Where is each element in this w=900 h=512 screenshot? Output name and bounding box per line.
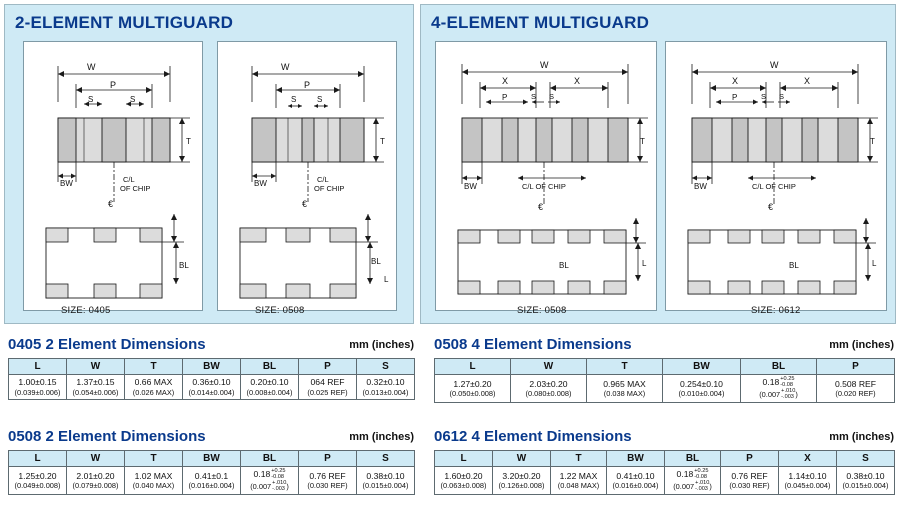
table-row [9, 467, 415, 495]
svg-text:X: X [502, 76, 509, 86]
svg-text:OF CHIP: OF CHIP [314, 184, 345, 193]
svg-text:L: L [384, 275, 389, 284]
table-units-0508-2-element: mm (inches) [349, 431, 414, 443]
cell-s: 0.32±0.10 (0.013±0.004) [357, 375, 415, 400]
table-header-row [9, 359, 415, 375]
svg-text:€: € [768, 202, 774, 212]
svg-text:OF CHIP: OF CHIP [120, 184, 151, 193]
svg-text:X: X [732, 76, 739, 86]
svg-text:P: P [304, 80, 311, 90]
table-units-0405-2-element: mm (inches) [349, 339, 414, 351]
table-block-0405-2-element [8, 336, 414, 400]
col-header-bl: BL [741, 359, 817, 375]
col-header-w: W [67, 359, 125, 375]
cell-bl: 0.18 +0.25 -0.08 (0.007 +.010 -.003 ) [241, 467, 299, 495]
col-header-l: L [9, 451, 67, 467]
cell-l: 1.25±0.20 (0.049±0.008) [9, 467, 67, 495]
svg-text:T: T [380, 137, 385, 146]
svg-text:C/L OF CHIP: C/L OF CHIP [752, 182, 796, 191]
table-block-0508-4-element [434, 336, 894, 403]
svg-text:€: € [108, 199, 114, 209]
col-header-t: T [125, 359, 183, 375]
cell-bl: 0.18 +0.25 -0.08 (0.007 +.010 -.003 ) [741, 375, 817, 403]
col-header-t: T [125, 451, 183, 467]
cell-bw: 0.36±0.10 (0.014±0.004) [183, 375, 241, 400]
cell-p: 0.76 REF (0.030 REF) [721, 467, 779, 495]
svg-text:S: S [130, 95, 136, 104]
col-header-t: T [551, 451, 607, 467]
col-header-bl: BL [241, 451, 299, 467]
svg-text:S: S [291, 95, 297, 104]
svg-text:S: S [549, 92, 555, 101]
cell-w: 1.37±0.15 (0.054±0.006) [67, 375, 125, 400]
svg-text:P: P [502, 93, 508, 102]
cell-bw: 0.41±0.1 (0.016±0.004) [183, 467, 241, 495]
svg-text:T: T [640, 137, 645, 146]
table-heading-0508-4-element: 0508 4 Element Dimensions [434, 336, 632, 353]
panel-4-element-multiguard [420, 4, 896, 324]
col-header-l: L [435, 359, 511, 375]
svg-text:C/L: C/L [123, 175, 135, 184]
col-header-bw: BW [183, 451, 241, 467]
svg-text:T: T [186, 137, 191, 146]
cell-bw: 0.254±0.10 (0.010±0.004) [663, 375, 741, 403]
table-header-row [435, 451, 895, 467]
cell-l: 1.27±0.20 (0.050±0.008) [435, 375, 511, 403]
svg-text:L: L [872, 259, 877, 268]
svg-text:BW: BW [464, 182, 477, 191]
cell-p: 064 REF (0.025 REF) [299, 375, 357, 400]
svg-text:W: W [87, 62, 96, 72]
panel-2-element-title: 2-ELEMENT MULTIGUARD [15, 13, 234, 32]
svg-text:BL: BL [789, 261, 799, 270]
svg-text:W: W [281, 62, 290, 72]
size-label-0612: SIZE: 0612 [751, 305, 801, 316]
col-header-bw: BW [183, 359, 241, 375]
drawing-0612-4element [665, 41, 887, 311]
col-header-t: T [587, 359, 663, 375]
table-header-row [435, 359, 895, 375]
table-heading-0405-2-element: 0405 2 Element Dimensions [8, 336, 206, 353]
col-header-w: W [67, 451, 125, 467]
cell-t: 0.66 MAX (0.026 MAX) [125, 375, 183, 400]
svg-text:BW: BW [254, 179, 267, 188]
svg-text:BL: BL [559, 261, 569, 270]
table-row [435, 467, 895, 495]
panel-4-element-title: 4-ELEMENT MULTIGUARD [431, 13, 650, 32]
cell-x: 1.14±0.10 (0.045±0.004) [779, 467, 837, 495]
table-row [9, 375, 415, 400]
col-header-x: X [779, 451, 837, 467]
svg-text:T: T [870, 137, 875, 146]
svg-text:X: X [574, 76, 581, 86]
svg-text:BL: BL [179, 261, 189, 270]
col-header-p: P [299, 359, 357, 375]
size-label-0508-4el: SIZE: 0508 [517, 305, 567, 316]
col-header-bw: BW [607, 451, 665, 467]
cell-t: 0.965 MAX (0.038 MAX) [587, 375, 663, 403]
size-label-0508-2el: SIZE: 0508 [255, 305, 305, 316]
cell-bl: 0.18 +0.25 -0.08 (0.007 +.010 -.003 ) [665, 467, 721, 495]
cell-w: 3.20±0.20 (0.126±0.008) [493, 467, 551, 495]
cell-p: 0.76 REF (0.030 REF) [299, 467, 357, 495]
svg-text:X: X [804, 76, 811, 86]
table-heading-0508-2-element: 0508 2 Element Dimensions [8, 428, 206, 445]
col-header-s: S [357, 359, 415, 375]
col-header-l: L [9, 359, 67, 375]
drawing-0405-2element [23, 41, 203, 311]
svg-text:S: S [761, 92, 767, 101]
svg-text:P: P [110, 80, 117, 90]
cell-p: 0.508 REF (0.020 REF) [817, 375, 895, 403]
col-header-bw: BW [663, 359, 741, 375]
svg-text:C/L OF CHIP: C/L OF CHIP [522, 182, 566, 191]
svg-text:S: S [317, 95, 323, 104]
svg-text:L: L [642, 259, 647, 268]
col-header-p: P [817, 359, 895, 375]
col-header-s: S [837, 451, 895, 467]
cell-s: 0.38±0.10 (0.015±0.004) [837, 467, 895, 495]
svg-text:W: W [540, 60, 549, 70]
svg-text:€: € [538, 202, 544, 212]
cell-bw: 0.41±0.10 (0.016±0.004) [607, 467, 665, 495]
svg-text:€: € [302, 199, 308, 209]
drawing-0508-4element [435, 41, 657, 311]
col-header-w: W [493, 451, 551, 467]
dimensions-table-0405-2-element [8, 358, 415, 400]
cell-w: 2.01±0.20 (0.079±0.008) [67, 467, 125, 495]
svg-text:S: S [88, 95, 94, 104]
svg-text:P: P [732, 93, 738, 102]
cell-s: 0.38±0.10 (0.015±0.004) [357, 467, 415, 495]
svg-text:S: S [779, 92, 785, 101]
cell-t: 1.22 MAX (0.048 MAX) [551, 467, 607, 495]
table-row [435, 375, 895, 403]
cell-w: 2.03±0.20 (0.080±0.008) [511, 375, 587, 403]
table-block-0612-4-element [434, 428, 894, 495]
table-units-0612-4-element: mm (inches) [829, 431, 894, 443]
table-header-row [9, 451, 415, 467]
svg-text:S: S [531, 92, 537, 101]
cell-l: 1.00±0.15 (0.039±0.006) [9, 375, 67, 400]
col-header-bl: BL [241, 359, 299, 375]
cell-t: 1.02 MAX (0.040 MAX) [125, 467, 183, 495]
cell-bl: 0.20±0.10 (0.008±0.004) [241, 375, 299, 400]
col-header-l: L [435, 451, 493, 467]
col-header-bl: BL [665, 451, 721, 467]
svg-text:BW: BW [694, 182, 707, 191]
size-label-0405: SIZE: 0405 [61, 305, 111, 316]
col-header-w: W [511, 359, 587, 375]
col-header-s: S [357, 451, 415, 467]
dimensions-table-0508-2-element [8, 450, 415, 495]
table-heading-0612-4-element: 0612 4 Element Dimensions [434, 428, 632, 445]
svg-text:BW: BW [60, 179, 73, 188]
panel-2-element-multiguard [4, 4, 414, 324]
table-units-0508-4-element: mm (inches) [829, 339, 894, 351]
svg-text:W: W [770, 60, 779, 70]
col-header-p: P [299, 451, 357, 467]
dimensions-table-0612-4-element [434, 450, 895, 495]
svg-text:C/L: C/L [317, 175, 329, 184]
dimensions-table-0508-4-element [434, 358, 895, 403]
svg-text:BL: BL [371, 257, 381, 266]
table-block-0508-2-element [8, 428, 414, 495]
col-header-p: P [721, 451, 779, 467]
cell-l: 1.60±0.20 (0.063±0.008) [435, 467, 493, 495]
drawing-0508-2element [217, 41, 397, 311]
